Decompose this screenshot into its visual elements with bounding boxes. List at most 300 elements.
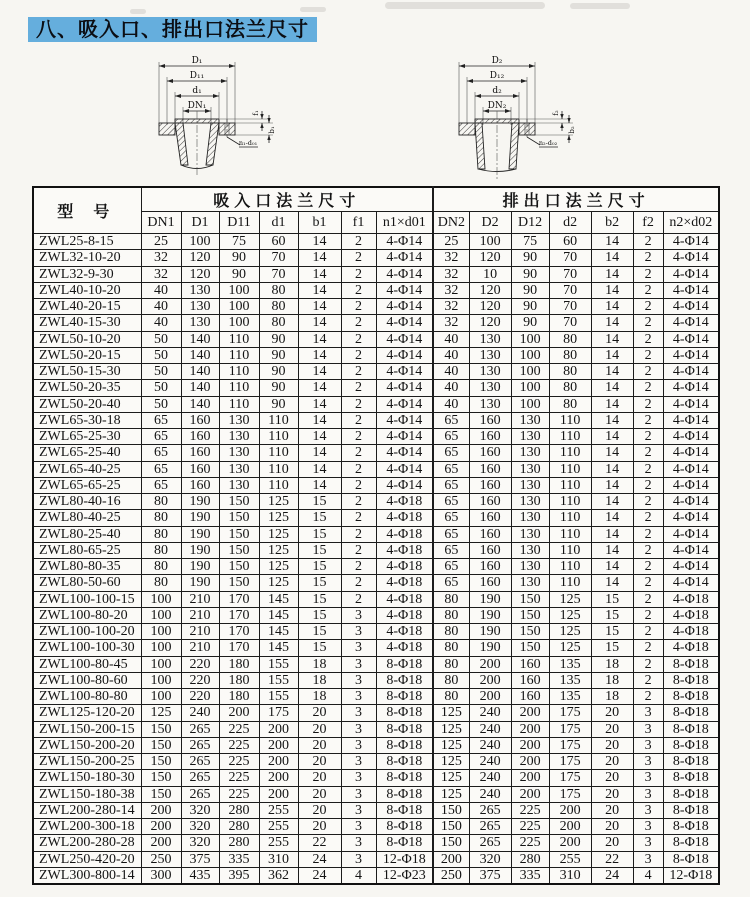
value-cell: 375 (181, 851, 219, 867)
value-cell: 2 (341, 299, 376, 315)
value-cell: 3 (341, 754, 376, 770)
value-cell: 110 (219, 347, 259, 363)
value-cell: 22 (591, 851, 633, 867)
value-cell: 125 (259, 575, 298, 591)
value-cell: 220 (181, 672, 219, 688)
value-cell: 40 (433, 364, 469, 380)
value-cell: 8-Φ18 (663, 786, 719, 802)
value-cell: 14 (591, 315, 633, 331)
value-cell: 125 (259, 526, 298, 542)
value-cell: 110 (549, 494, 591, 510)
value-cell: 160 (469, 461, 511, 477)
value-cell: 8-Φ18 (663, 721, 719, 737)
model-cell: ZWL150-200-20 (33, 737, 141, 753)
dim-label-f2: f₂ (552, 110, 560, 116)
value-cell: 2 (633, 656, 663, 672)
value-cell: 200 (259, 754, 298, 770)
value-cell: 32 (433, 282, 469, 298)
value-cell: 160 (469, 575, 511, 591)
value-cell: 435 (181, 867, 219, 884)
value-cell: 210 (181, 591, 219, 607)
value-cell: 18 (591, 689, 633, 705)
value-cell: 3 (633, 737, 663, 753)
value-cell: 90 (259, 396, 298, 412)
value-cell: 4-Φ18 (376, 559, 433, 575)
value-cell: 280 (219, 835, 259, 851)
model-cell: ZWL100-80-45 (33, 656, 141, 672)
value-cell: 265 (181, 786, 219, 802)
value-cell: 255 (259, 835, 298, 851)
value-cell: 50 (141, 396, 181, 412)
value-cell: 100 (141, 656, 181, 672)
value-cell: 130 (511, 429, 549, 445)
value-cell: 65 (433, 542, 469, 558)
value-cell: 4-Φ14 (376, 445, 433, 461)
value-cell: 150 (511, 624, 549, 640)
value-cell: 190 (469, 640, 511, 656)
value-cell: 130 (511, 412, 549, 428)
value-cell: 2 (633, 315, 663, 331)
value-cell: 60 (549, 234, 591, 250)
value-cell: 15 (298, 494, 341, 510)
value-cell: 100 (141, 689, 181, 705)
value-cell: 175 (549, 705, 591, 721)
value-cell: 120 (181, 250, 219, 266)
value-cell: 14 (298, 380, 341, 396)
value-cell: 14 (591, 575, 633, 591)
value-cell: 125 (549, 624, 591, 640)
value-cell: 200 (141, 835, 181, 851)
value-cell: 160 (181, 477, 219, 493)
value-cell: 8-Φ18 (376, 721, 433, 737)
value-cell: 8-Φ18 (376, 802, 433, 818)
value-cell: 65 (141, 445, 181, 461)
value-cell: 8-Φ18 (376, 705, 433, 721)
suction-flange-diagram (136, 53, 336, 185)
value-cell: 90 (511, 250, 549, 266)
value-cell: 225 (219, 737, 259, 753)
value-cell: 2 (341, 445, 376, 461)
value-cell: 250 (141, 851, 181, 867)
value-cell: 2 (341, 429, 376, 445)
value-cell: 70 (549, 282, 591, 298)
model-cell: ZWL125-120-20 (33, 705, 141, 721)
value-cell: 3 (633, 802, 663, 818)
value-cell: 14 (298, 266, 341, 282)
value-cell: 125 (433, 786, 469, 802)
value-cell: 2 (341, 591, 376, 607)
value-cell: 175 (549, 737, 591, 753)
value-cell: 190 (469, 607, 511, 623)
value-cell: 8-Φ18 (663, 754, 719, 770)
value-cell: 160 (181, 445, 219, 461)
value-cell: 20 (298, 705, 341, 721)
model-cell: ZWL150-200-15 (33, 721, 141, 737)
value-cell: 14 (591, 510, 633, 526)
table-row (33, 640, 719, 656)
dim-label-D2: D₂ (491, 56, 503, 66)
value-cell: 3 (341, 689, 376, 705)
value-cell: 4-Φ14 (663, 364, 719, 380)
value-cell: 4 (341, 867, 376, 884)
value-cell: 65 (433, 575, 469, 591)
value-cell: 4-Φ14 (376, 477, 433, 493)
value-cell: 100 (181, 234, 219, 250)
value-cell: 2 (633, 672, 663, 688)
value-cell: 14 (591, 347, 633, 363)
value-cell: 4-Φ14 (663, 526, 719, 542)
value-cell: 4-Φ14 (663, 559, 719, 575)
value-cell: 3 (633, 786, 663, 802)
value-cell: 160 (469, 412, 511, 428)
value-cell: 240 (469, 705, 511, 721)
scan-artifact (570, 3, 630, 9)
value-cell: 130 (181, 299, 219, 315)
value-cell: 160 (469, 429, 511, 445)
value-cell: 3 (341, 672, 376, 688)
dim-label-d2: d₂ (492, 86, 502, 96)
value-cell: 200 (549, 802, 591, 818)
dim-label-DN2: DN₂ (487, 101, 507, 111)
value-cell: 4-Φ18 (376, 624, 433, 640)
table-row (33, 656, 719, 672)
value-cell: 190 (181, 510, 219, 526)
value-cell: 375 (469, 867, 511, 884)
value-cell: 200 (433, 851, 469, 867)
value-cell: 65 (141, 461, 181, 477)
value-cell: 150 (219, 542, 259, 558)
model-cell: ZWL50-20-40 (33, 396, 141, 412)
value-cell: 40 (433, 347, 469, 363)
value-cell: 150 (511, 591, 549, 607)
value-cell: 3 (341, 835, 376, 851)
value-cell: 14 (591, 412, 633, 428)
table-header (33, 187, 719, 234)
value-cell: 2 (633, 412, 663, 428)
table-row (33, 347, 719, 363)
value-cell: 125 (433, 754, 469, 770)
table-row (33, 315, 719, 331)
model-cell: ZWL80-80-35 (33, 559, 141, 575)
table-row (33, 542, 719, 558)
value-cell: 150 (433, 802, 469, 818)
value-cell: 3 (633, 835, 663, 851)
value-cell: 130 (511, 494, 549, 510)
value-cell: 12-Φ18 (376, 851, 433, 867)
value-cell: 4-Φ14 (663, 299, 719, 315)
value-cell: 150 (141, 754, 181, 770)
model-cell: ZWL100-100-20 (33, 624, 141, 640)
value-cell: 210 (181, 640, 219, 656)
value-cell: 3 (633, 754, 663, 770)
value-cell: 210 (181, 607, 219, 623)
value-cell: 14 (591, 299, 633, 315)
value-cell: 225 (219, 754, 259, 770)
value-cell: 2 (633, 526, 663, 542)
value-cell: 50 (141, 347, 181, 363)
value-cell: 80 (549, 364, 591, 380)
value-cell: 2 (633, 364, 663, 380)
col-header-d1: d1 (259, 212, 298, 234)
value-cell: 225 (511, 802, 549, 818)
value-cell: 240 (469, 770, 511, 786)
value-cell: 100 (141, 591, 181, 607)
value-cell: 4-Φ14 (663, 510, 719, 526)
value-cell: 125 (259, 510, 298, 526)
value-cell: 100 (511, 380, 549, 396)
value-cell: 80 (433, 672, 469, 688)
value-cell: 2 (633, 542, 663, 558)
value-cell: 100 (141, 672, 181, 688)
value-cell: 15 (298, 526, 341, 542)
value-cell: 130 (511, 542, 549, 558)
value-cell: 362 (259, 867, 298, 884)
value-cell: 4-Φ14 (376, 396, 433, 412)
value-cell: 18 (591, 656, 633, 672)
value-cell: 90 (259, 380, 298, 396)
value-cell: 100 (141, 607, 181, 623)
value-cell: 4-Φ14 (376, 412, 433, 428)
value-cell: 90 (259, 331, 298, 347)
table-row (33, 364, 719, 380)
value-cell: 2 (633, 477, 663, 493)
value-cell: 15 (298, 510, 341, 526)
value-cell: 40 (141, 282, 181, 298)
value-cell: 8-Φ18 (663, 689, 719, 705)
value-cell: 265 (469, 802, 511, 818)
value-cell: 65 (433, 510, 469, 526)
value-cell: 2 (341, 380, 376, 396)
value-cell: 4-Φ14 (376, 315, 433, 331)
value-cell: 280 (219, 802, 259, 818)
value-cell: 2 (341, 396, 376, 412)
value-cell: 200 (511, 705, 549, 721)
value-cell: 160 (469, 559, 511, 575)
dim-label-n2-d02: n₂-d₀₂ (538, 139, 558, 147)
value-cell: 2 (633, 266, 663, 282)
value-cell: 190 (469, 624, 511, 640)
value-cell: 14 (298, 461, 341, 477)
model-cell: ZWL40-20-15 (33, 299, 141, 315)
value-cell: 200 (511, 754, 549, 770)
value-cell: 65 (433, 429, 469, 445)
table-row (33, 299, 719, 315)
value-cell: 130 (469, 331, 511, 347)
value-cell: 125 (433, 705, 469, 721)
col-header-f1: f1 (341, 212, 376, 234)
value-cell: 170 (219, 640, 259, 656)
model-cell: ZWL100-100-30 (33, 640, 141, 656)
value-cell: 8-Φ18 (376, 672, 433, 688)
value-cell: 20 (591, 737, 633, 753)
value-cell: 15 (298, 607, 341, 623)
value-cell: 225 (219, 770, 259, 786)
model-cell: ZWL80-65-25 (33, 542, 141, 558)
value-cell: 2 (341, 282, 376, 298)
value-cell: 280 (219, 819, 259, 835)
value-cell: 130 (181, 315, 219, 331)
value-cell: 4-Φ14 (663, 250, 719, 266)
scan-artifact (385, 2, 545, 9)
dim-label-f1: f₁ (252, 110, 260, 116)
value-cell: 24 (298, 867, 341, 884)
table-row (33, 396, 719, 412)
value-cell: 190 (181, 526, 219, 542)
value-cell: 20 (298, 770, 341, 786)
model-cell: ZWL200-280-28 (33, 835, 141, 851)
value-cell: 200 (141, 819, 181, 835)
value-cell: 280 (511, 851, 549, 867)
value-cell: 20 (591, 721, 633, 737)
value-cell: 4-Φ14 (376, 282, 433, 298)
value-cell: 3 (341, 851, 376, 867)
value-cell: 130 (219, 429, 259, 445)
value-cell: 2 (633, 461, 663, 477)
value-cell: 130 (219, 445, 259, 461)
value-cell: 10 (469, 266, 511, 282)
table-row (33, 266, 719, 282)
value-cell: 125 (141, 705, 181, 721)
value-cell: 20 (298, 721, 341, 737)
value-cell: 4-Φ18 (376, 591, 433, 607)
flange-dimensions-table (32, 186, 720, 885)
value-cell: 32 (141, 266, 181, 282)
value-cell: 130 (469, 396, 511, 412)
value-cell: 14 (591, 282, 633, 298)
value-cell: 4-Φ14 (376, 347, 433, 363)
value-cell: 210 (181, 624, 219, 640)
value-cell: 2 (341, 250, 376, 266)
value-cell: 130 (469, 380, 511, 396)
value-cell: 150 (219, 526, 259, 542)
value-cell: 4-Φ14 (663, 445, 719, 461)
value-cell: 100 (219, 315, 259, 331)
value-cell: 4-Φ14 (376, 234, 433, 250)
value-cell: 110 (549, 526, 591, 542)
value-cell: 12-Φ18 (663, 867, 719, 884)
value-cell: 145 (259, 624, 298, 640)
value-cell: 4-Φ18 (376, 494, 433, 510)
value-cell: 2 (633, 282, 663, 298)
value-cell: 15 (591, 591, 633, 607)
value-cell: 140 (181, 380, 219, 396)
value-cell: 15 (591, 640, 633, 656)
col-header-f2: f2 (633, 212, 663, 234)
value-cell: 2 (633, 591, 663, 607)
value-cell: 135 (549, 656, 591, 672)
value-cell: 8-Φ18 (663, 656, 719, 672)
table-row (33, 624, 719, 640)
value-cell: 2 (633, 347, 663, 363)
value-cell: 125 (549, 607, 591, 623)
value-cell: 75 (219, 234, 259, 250)
value-cell: 18 (591, 672, 633, 688)
value-cell: 8-Φ18 (376, 737, 433, 753)
value-cell: 65 (433, 412, 469, 428)
value-cell: 70 (549, 315, 591, 331)
value-cell: 225 (511, 819, 549, 835)
value-cell: 65 (433, 559, 469, 575)
value-cell: 2 (341, 331, 376, 347)
value-cell: 155 (259, 689, 298, 705)
value-cell: 100 (141, 624, 181, 640)
value-cell: 175 (549, 786, 591, 802)
value-cell: 2 (633, 299, 663, 315)
value-cell: 335 (219, 851, 259, 867)
value-cell: 2 (341, 477, 376, 493)
table-row (33, 282, 719, 298)
value-cell: 14 (591, 542, 633, 558)
value-cell: 3 (633, 819, 663, 835)
value-cell: 110 (259, 429, 298, 445)
value-cell: 160 (511, 672, 549, 688)
value-cell: 40 (141, 315, 181, 331)
value-cell: 135 (549, 689, 591, 705)
value-cell: 155 (259, 656, 298, 672)
value-cell: 14 (298, 477, 341, 493)
table-row (33, 737, 719, 753)
value-cell: 20 (591, 819, 633, 835)
suction-group-header: 吸入口法兰尺寸 (141, 187, 433, 212)
value-cell: 70 (259, 266, 298, 282)
value-cell: 310 (259, 851, 298, 867)
value-cell: 200 (469, 656, 511, 672)
value-cell: 200 (511, 737, 549, 753)
value-cell: 130 (219, 477, 259, 493)
value-cell: 3 (341, 624, 376, 640)
value-cell: 200 (219, 705, 259, 721)
value-cell: 150 (219, 575, 259, 591)
value-cell: 130 (469, 347, 511, 363)
table-row (33, 575, 719, 591)
value-cell: 150 (141, 721, 181, 737)
value-cell: 130 (511, 477, 549, 493)
value-cell: 4-Φ14 (663, 380, 719, 396)
value-cell: 110 (549, 429, 591, 445)
value-cell: 265 (469, 835, 511, 851)
table-row (33, 786, 719, 802)
value-cell: 190 (181, 559, 219, 575)
value-cell: 125 (433, 721, 469, 737)
value-cell: 20 (298, 786, 341, 802)
table-row (33, 494, 719, 510)
value-cell: 90 (511, 315, 549, 331)
model-cell: ZWL150-180-38 (33, 786, 141, 802)
table-row (33, 689, 719, 705)
value-cell: 320 (469, 851, 511, 867)
value-cell: 65 (433, 494, 469, 510)
value-cell: 220 (181, 689, 219, 705)
value-cell: 125 (259, 494, 298, 510)
value-cell: 160 (469, 510, 511, 526)
value-cell: 65 (433, 445, 469, 461)
value-cell: 3 (341, 656, 376, 672)
col-header-DN2: DN2 (433, 212, 469, 234)
value-cell: 150 (511, 640, 549, 656)
model-cell: ZWL150-200-25 (33, 754, 141, 770)
value-cell: 14 (298, 429, 341, 445)
value-cell: 4-Φ14 (663, 266, 719, 282)
col-header-b2: b2 (591, 212, 633, 234)
value-cell: 8-Φ18 (376, 770, 433, 786)
model-cell: ZWL32-10-20 (33, 250, 141, 266)
value-cell: 180 (219, 672, 259, 688)
value-cell: 14 (591, 494, 633, 510)
value-cell: 4-Φ14 (663, 429, 719, 445)
table-row (33, 705, 719, 721)
value-cell: 225 (219, 786, 259, 802)
value-cell: 110 (549, 477, 591, 493)
